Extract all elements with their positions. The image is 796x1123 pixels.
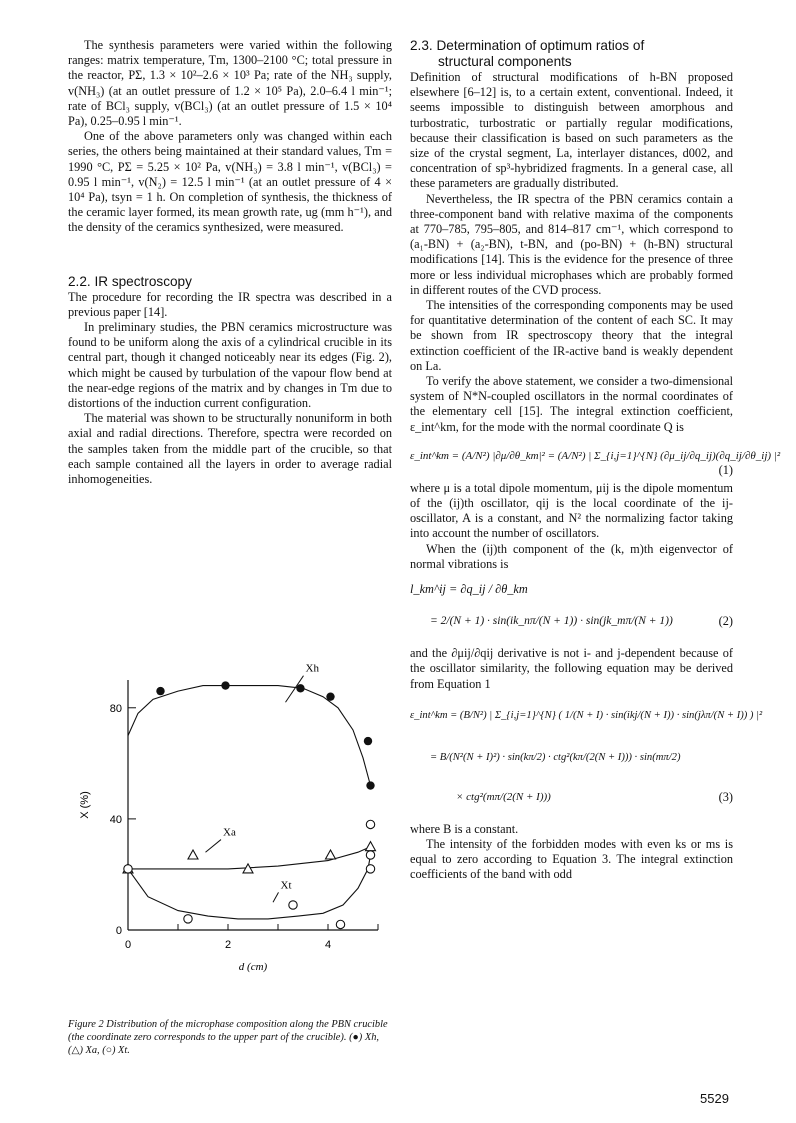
equation-3-line2: = B/(N²(N + I)²) · sin(kπ/2) · ctg²(kπ/(2(N + I))) · sin(mπ/2) [430, 751, 681, 763]
y-axis-label: X (%) [79, 791, 91, 819]
data-point-xh [296, 684, 304, 692]
equation-3-line3: × ctg²(mπ/(2(N + I))) [456, 790, 551, 803]
equation-1-text: ε_int^km = (A/N²) |∂μ/∂θ_km|² = (A/N²) | Σ_{i,j=1}^{N} (∂μ_ij/∂q_ij)(∂q_ij/∂θ_ij) |² [410, 449, 781, 462]
data-point-xa [366, 842, 376, 851]
data-point-xa [188, 850, 198, 859]
equation-1-number: (1) [718, 462, 733, 477]
series-curve-xh [128, 686, 371, 786]
data-point-xt [184, 915, 192, 923]
figure-label: Figure 2 [68, 1019, 104, 1030]
paragraph: The synthesis parameters were varied within the following ranges: matrix temperature, Tm, 1300–2100 °C; total pressure in the reactor, PΣ, 1.3 × 10²–2.6 × 10³ Pa; rate of the NH₃ supply, v(NH₃) (at an outlet pressure of 1.2 × 10⁵ Pa), 2.0–6.4 l min⁻¹; rate of BCl₃ supply, v(BCl₃) (at an outlet pressure of 1.5 × 10⁴ Pa), 0.25–0.95 l min⁻¹. [68, 38, 392, 129]
data-point-xt [366, 820, 374, 828]
figure-2-chart [68, 660, 392, 1012]
right-column [410, 38, 781, 883]
data-point-xt [366, 851, 374, 859]
left-column [68, 38, 392, 487]
equation-3 [410, 698, 763, 816]
paragraph: To verify the above statement, we consider a two-dimensional system of N*N-coupled oscillators in the normal coordinates of the elementary cell [15]. The integral extinction coefficient, ε_int^km, for the mode with the normal coordinate Q is [410, 374, 733, 434]
paragraph: and the ∂μij/∂qij derivative is not i- and j-dependent because of the oscillator similarity, the following equation may be derived from Equation 1 [410, 646, 733, 691]
paragraph: The procedure for recording the IR spectra was described in a previous paper [14]. [68, 289, 392, 319]
data-point-xa [326, 850, 336, 859]
paragraph: In preliminary studies, the PBN ceramics microstructure was found to be uniform along the axis of a cylindrical crucible in its central part, though it changed noticeably near its edges (Fig. 2), which might be caused by turbulation of the vapour flow bend at the near-edge regions of the matrix and by changes in Tm due to distortions of the induction current configuration. [68, 320, 392, 411]
equation-3-line1: ε_int^km = (B/N²) | Σ_{i,j=1}^{N} ( 1/(N + I) · sin(ikj/(N + I)) · sin(jλπ/(N + I)) ) |² [410, 709, 763, 721]
y-tick-label: 0 [115, 925, 122, 937]
equation-1 [410, 441, 781, 477]
chart-svg [68, 660, 392, 1012]
paragraph: The material was shown to be structurally nonuniform in both axial and radial directions. Therefore, spectra were recorded on the samples taken from the middle part of the crucible, so that each sample contained all the layers in order to average radial inhomogeneities. [68, 411, 392, 487]
series-label-leader [273, 892, 279, 902]
data-point-xh [366, 781, 374, 789]
x-tick-label: 0 [124, 939, 132, 951]
equation-3-number: (3) [718, 789, 733, 804]
figure-caption-text: Distribution of the microphase composition along the PBN crucible (the coordinate zero corresponds to the upper part of the crucible). (●) Xh, (△) Xa, (○) Xt. [68, 1019, 388, 1056]
paragraph: where B is a constant. [410, 821, 519, 836]
section-heading-optimum-ratios-line2: structural components [438, 54, 572, 69]
page-number: 5529 [700, 1091, 729, 1106]
equation-2 [410, 578, 733, 640]
paragraph: where μ is a total dipole momentum, μij is the dipole momentum of the (ij)th oscillator, qij is the local coordinate of the ij-oscillator, A is a constant, and N² the normalizing factor taking into account the number of oscillators. [410, 480, 733, 541]
x-tick-label: 4 [324, 939, 332, 951]
paragraph: The intensities of the corresponding components may be used for quantitative determination of the content of each SC. It may be shown from IR spectroscopy theory that the integral extinction coefficient of the IR-active band is weakly dependent on La. [410, 298, 733, 373]
series-label-xt: Xt [280, 879, 292, 892]
y-tick-label: 40 [109, 813, 122, 826]
series-label-xa: Xa [223, 826, 236, 839]
data-point-xt [124, 865, 132, 873]
data-point-xh [326, 692, 334, 700]
equation-2-number: (2) [718, 614, 733, 629]
equation-2-line1: l_km^ij = ∂q_ij / ∂θ_km [410, 582, 528, 597]
data-point-xt [289, 901, 297, 909]
series-curve-xt [128, 855, 371, 919]
data-point-xt [366, 865, 374, 873]
equation-2-line2: = 2/(N + 1) · sin(ik_nπ/(N + 1)) · sin(jk_mπ/(N + 1)) [430, 615, 673, 628]
x-tick-label: 2 [224, 939, 232, 951]
series-label-xh: Xh [305, 662, 319, 675]
series-label-leader [206, 840, 222, 853]
data-point-xh [364, 737, 372, 745]
paragraph: One of the above parameters only was changed within each series, the others being maintained at their standard values, Tm = 1990 °C, PΣ = 5.25 × 10² Pa, v(NH₃) = 3.8 l min⁻¹, v(BCl₃) = 0.95 l min⁻¹, v(N₂) = 12.5 l min⁻¹ (at an outlet pressure of 4 × 10⁴ Pa), tsyn = 1 h. On completion of synthesis, the thickness of the ceramic layer formed, its mean growth rate, ug (mm h⁻¹), and the density of the ceramics synthesized, were measured. [68, 129, 392, 235]
data-point-xh [156, 687, 164, 695]
paragraph: Nevertheless, the IR spectra of the PBN ceramics contain a three-component band with relative maxima of the components at 770–785, 795–805, and 814–817 cm⁻¹, which correspond to (a₁-BN) + (a₂-BN), t-BN, and (po-BN) + (h-BN) structural modifications [14]. This is the evidence for the presence of three more or less individual microphases which are probably formed in different routes of the CVD process. [410, 191, 733, 297]
data-point-xh [221, 681, 229, 689]
paragraph: The intensity of the forbidden modes with even ks or ms is equal to zero according to Equation 3. The integral extinction coefficients of the band with odd [410, 836, 733, 882]
x-axis-label: d (cm) [238, 961, 268, 973]
section-heading-ir-spectroscopy: 2.2. IR spectroscopy [68, 273, 192, 289]
y-tick-label: 80 [109, 702, 122, 715]
section-heading-optimum-ratios: 2.3. Determination of optimum ratios of [410, 38, 645, 53]
figure-caption [68, 1018, 392, 1057]
paragraph: When the (ij)th component of the (k, m)th eigenvector of normal vibrations is [410, 541, 733, 571]
data-point-xt [336, 920, 344, 928]
paragraph: Definition of structural modifications of h-BN proposed elsewhere [6–12] is, to a certain extent, conventional. Indeed, it seems impossible to distinguish between amorphous and turbostratic, turbostratic or partially regular modifications, because their classification is based on such parameters as the size of the crystal segment, La, interlayer distances, d002, and concentration of sp³-hybridized fragments. In a general case, all these parameters are gradually distributed. [410, 70, 733, 191]
